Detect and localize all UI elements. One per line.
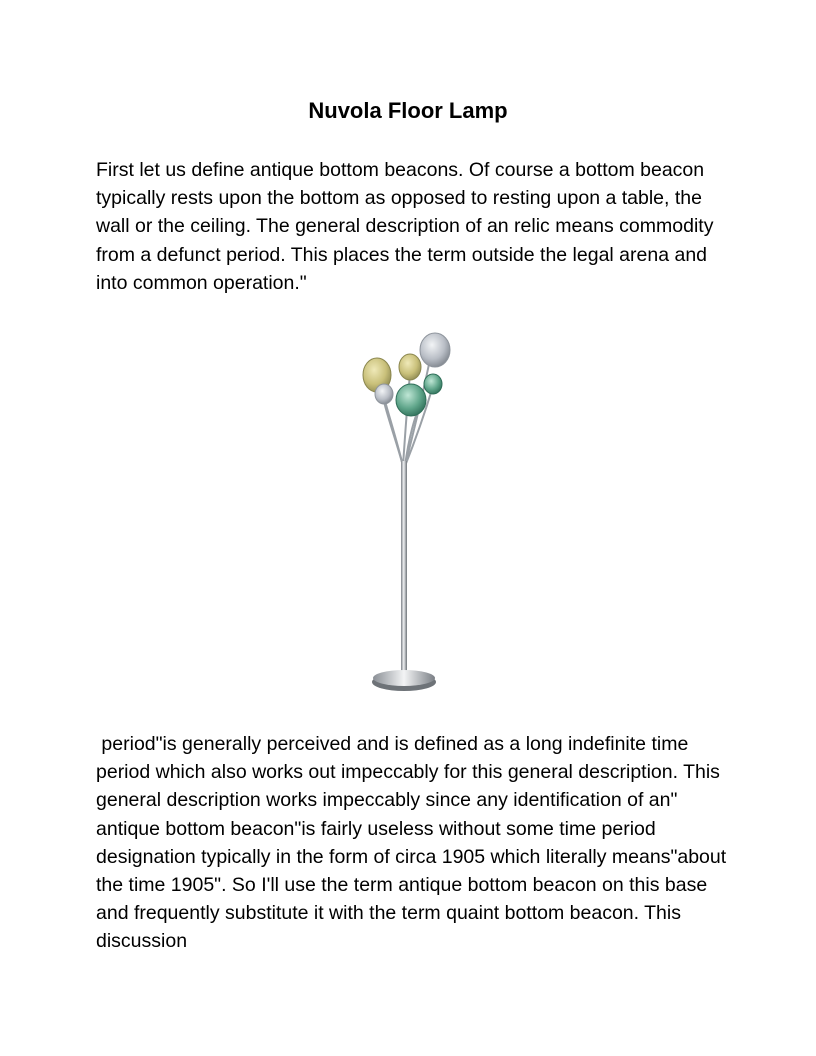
grey-shade	[375, 384, 393, 404]
lamp-pole	[401, 461, 407, 673]
green-shade	[396, 384, 426, 416]
grey-shade	[420, 333, 450, 367]
lamp-shades	[363, 333, 450, 416]
lamp-base	[373, 670, 435, 686]
floor-lamp-illustration	[345, 326, 465, 696]
floor-lamp-image	[345, 326, 465, 696]
page-title: Nuvola Floor Lamp	[308, 98, 508, 123]
continuation-paragraph: period"is generally perceived and is defined as a long indefinite time period which also works out impeccably for this general description. This general description works impeccably since any identification of an" antique bottom beacon"is fairly useless without some time period designation typically in the form of circa 1905 which literally means"about the time 1905". So I'll use the term antique bottom beacon on this base and frequently substitute it with the term quaint bottom beacon. This discussion	[96, 733, 732, 953]
amber-shade	[399, 354, 421, 380]
intro-paragraph: First let us define antique bottom beacons. Of course a bottom beacon typically rests upon the bottom as opposed to resting upon a table, the wall or the ceiling. The general description of an relic means commodity from a defunct period. This places the term outside the legal arena and into common operation."	[96, 159, 719, 294]
green-shade	[424, 374, 442, 394]
